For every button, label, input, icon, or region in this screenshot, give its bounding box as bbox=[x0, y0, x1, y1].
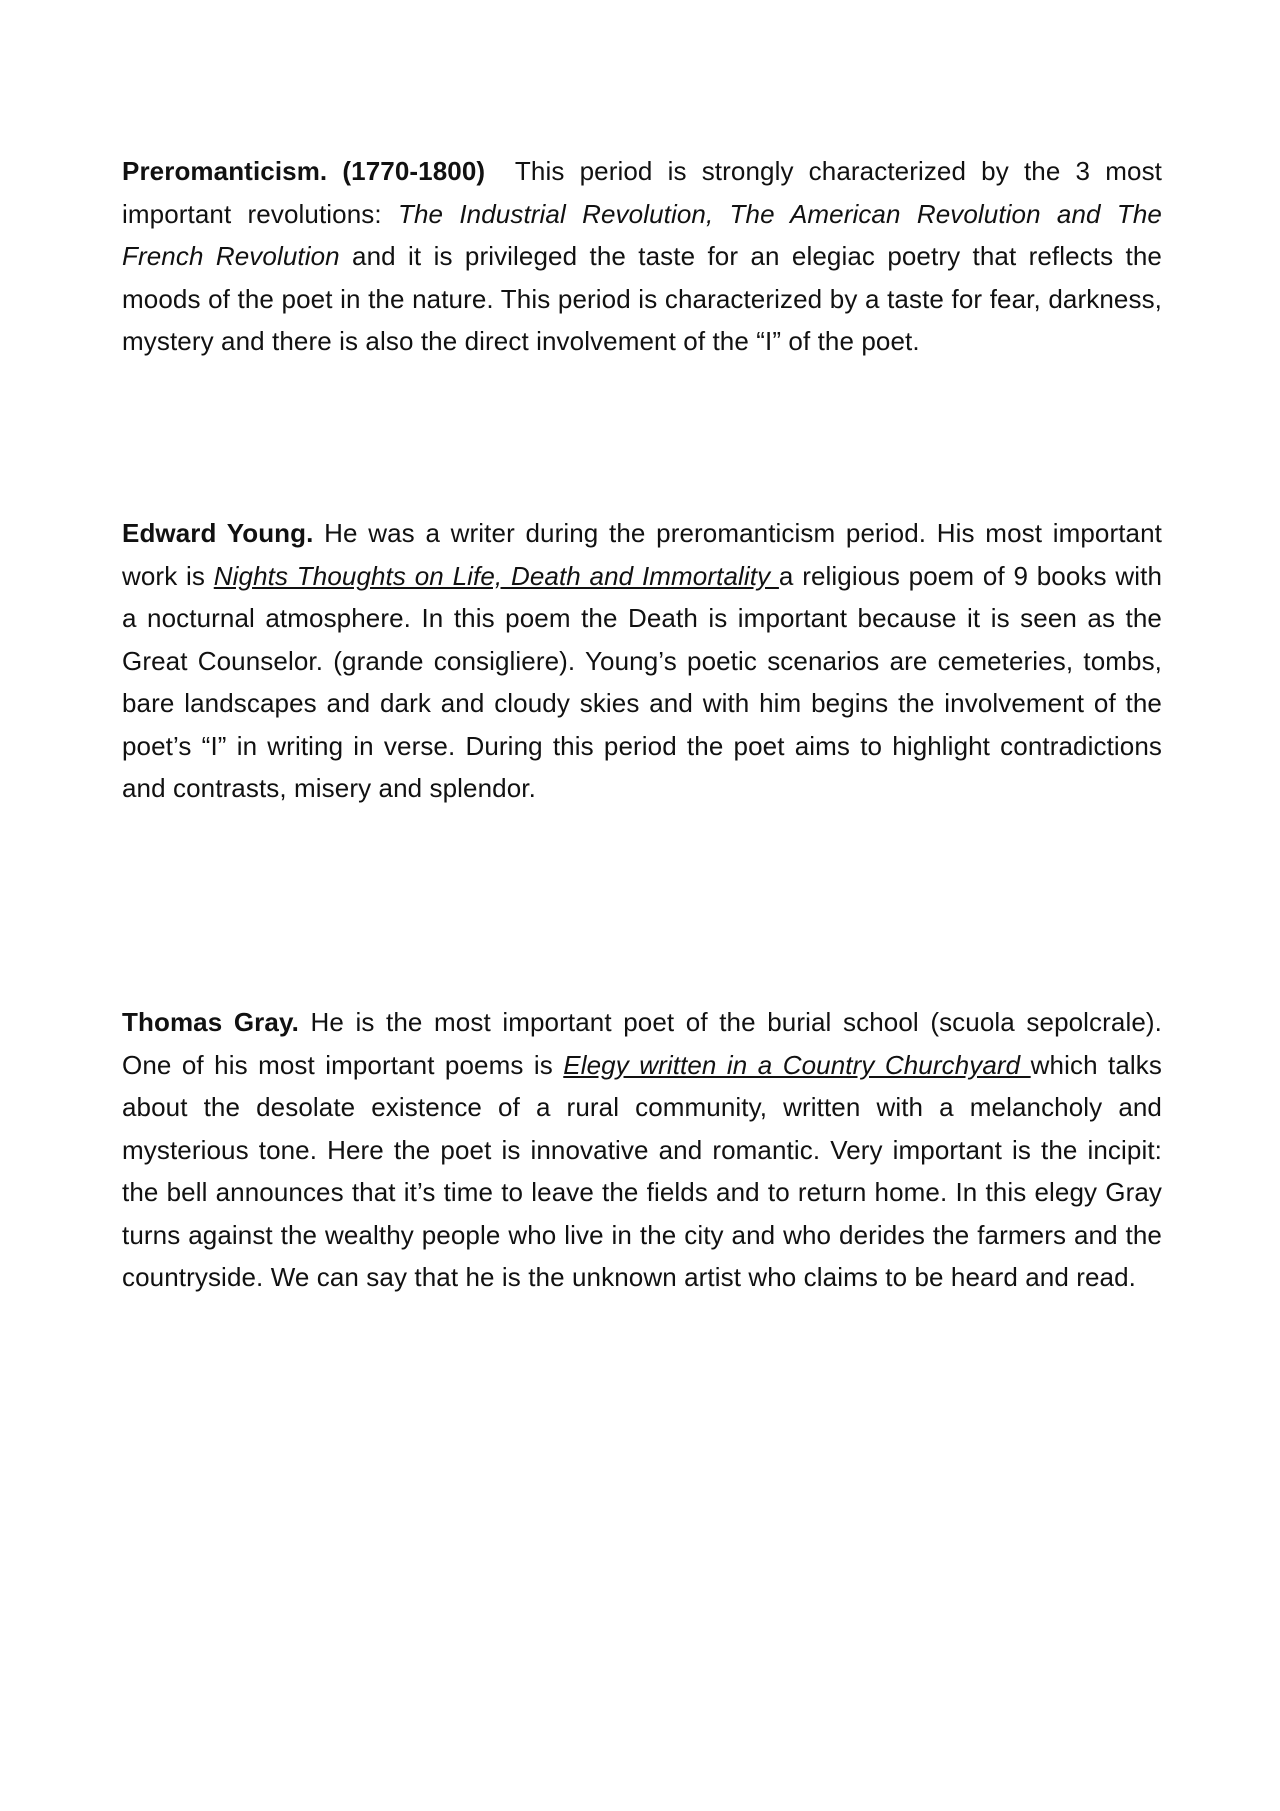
paragraph-thomas-gray bbox=[122, 1001, 1162, 1299]
paragraph-edward-young bbox=[122, 512, 1162, 810]
work-title-elegy: Elegy written in a Country Churchyard bbox=[563, 1049, 1031, 1080]
paragraph-text: a religious poem of 9 books with a nocturnal atmosphere. In this poem the Death is important because it is seen as the Great Counselor. (grande consigliere). Young’s poetic scenarios are cemeteries, tombs, bare landscapes and dark and cloudy skies and with him begins the involvement of the poet’s “I” in writing in verse. During this period the poet aims to highlight contradictions and contrasts, misery and splendor. bbox=[122, 560, 1162, 803]
paragraph-text: This period is strongly characterized by the 3 most important revolutions: bbox=[122, 156, 1170, 229]
paragraph-text: He is the most important poet of the burial school (scuola sepolcrale). One of his most important poems is bbox=[122, 1007, 1162, 1080]
paragraph-text: which talks about the desolate existence of a rural community, written with a melancholy and mysterious tone. Here the poet is innovative and romantic. Very important is the incipit: the bell announces that it’s time to leave the fields and to return home. In this elegy Gray turns against the wealthy people who live in the city and who derides the farmers and the countryside. We can say that he is the unknown artist who claims to be heard and read. bbox=[122, 1049, 1162, 1292]
revolutions-italic: The Industrial Revolution, The American Revolution and The French Revolution bbox=[122, 198, 1162, 271]
paragraph-text: and it is privileged the taste for an elegiac poetry that reflects the moods of the poet in the nature. This period is characterized by a taste for fear, darkness, mystery and there is also the direct involvement of the “I” of the poet. bbox=[122, 241, 1162, 356]
work-title-nights-thoughts: Nights Thoughts on Life, Death and Immortality bbox=[213, 560, 779, 591]
heading-preromanticism: Preromanticism. (1770-1800) bbox=[122, 156, 486, 186]
heading-thomas-gray: Thomas Gray. bbox=[122, 1007, 299, 1037]
paragraph-preromanticism bbox=[122, 150, 1170, 363]
paragraph-text: He was a writer during the preromanticism period. His most important work is bbox=[122, 518, 1162, 591]
heading-edward-young: Edward Young. bbox=[122, 518, 314, 548]
